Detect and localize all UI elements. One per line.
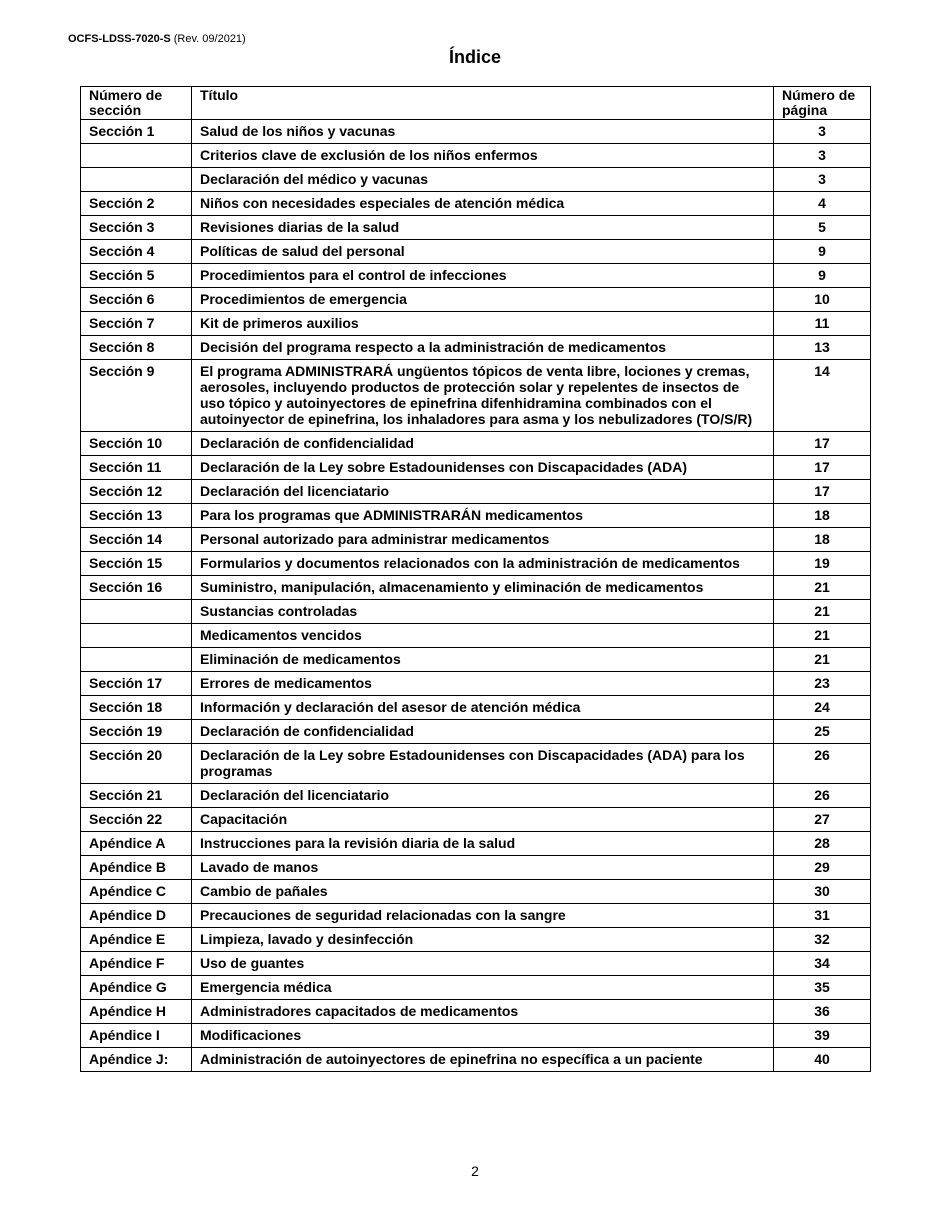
title-cell: Declaración de confidencialidad <box>192 432 774 456</box>
form-identifier <box>68 33 246 46</box>
title-cell: Medicamentos vencidos <box>192 624 774 648</box>
page-number-cell: 4 <box>774 192 871 216</box>
table-row <box>81 264 871 288</box>
title-cell: Formularios y documentos relacionados con la administración de medicamentos <box>192 552 774 576</box>
form-revision: (Rev. 09/2021) <box>173 33 246 45</box>
section-cell: Sección 5 <box>81 264 192 288</box>
page-number-cell: 17 <box>774 456 871 480</box>
section-cell: Sección 1 <box>81 120 192 144</box>
page-number-cell: 26 <box>774 784 871 808</box>
page-number-cell: 18 <box>774 528 871 552</box>
section-cell: Sección 21 <box>81 784 192 808</box>
table-row <box>81 808 871 832</box>
table-row <box>81 600 871 624</box>
title-cell: Administradores capacitados de medicamentos <box>192 1000 774 1024</box>
page-number-cell: 26 <box>774 744 871 784</box>
page-number-cell: 24 <box>774 696 871 720</box>
title-cell: Criterios clave de exclusión de los niños enfermos <box>192 144 774 168</box>
page-number-cell: 21 <box>774 576 871 600</box>
table-row <box>81 928 871 952</box>
table-row <box>81 880 871 904</box>
title-cell: Declaración del licenciatario <box>192 784 774 808</box>
table-row <box>81 168 871 192</box>
table-body <box>81 120 871 1072</box>
page-number-cell: 18 <box>774 504 871 528</box>
title-cell: Kit de primeros auxilios <box>192 312 774 336</box>
title-cell: Capacitación <box>192 808 774 832</box>
table-row <box>81 952 871 976</box>
section-cell <box>81 600 192 624</box>
page-number-cell: 3 <box>774 120 871 144</box>
section-cell: Apéndice C <box>81 880 192 904</box>
section-cell: Apéndice I <box>81 1024 192 1048</box>
page-number-cell: 11 <box>774 312 871 336</box>
page-title: Índice <box>448 47 501 67</box>
page-number-cell: 9 <box>774 264 871 288</box>
column-header-section: Número de sección <box>81 87 192 120</box>
section-cell: Sección 8 <box>81 336 192 360</box>
page-number-cell: 23 <box>774 672 871 696</box>
table-row <box>81 976 871 1000</box>
page-number-cell: 19 <box>774 552 871 576</box>
title-cell: Para los programas que ADMINISTRARÁN medicamentos <box>192 504 774 528</box>
section-cell: Apéndice A <box>81 832 192 856</box>
title-cell: Instrucciones para la revisión diaria de la salud <box>192 832 774 856</box>
title-cell: Personal autorizado para administrar medicamentos <box>192 528 774 552</box>
section-cell: Sección 3 <box>81 216 192 240</box>
page-number-cell: 29 <box>774 856 871 880</box>
section-cell: Apéndice E <box>81 928 192 952</box>
page-number-cell: 36 <box>774 1000 871 1024</box>
page-number-cell: 13 <box>774 336 871 360</box>
table-row <box>81 576 871 600</box>
title-cell: Políticas de salud del personal <box>192 240 774 264</box>
title-cell: Declaración de la Ley sobre Estadounidenses con Discapacidades (ADA) <box>192 456 774 480</box>
title-cell: El programa ADMINISTRARÁ ungüentos tópicos de venta libre, lociones y cremas, aerosoles, incluyendo productos de protección solar y repelentes de insectos de uso tópico y autoinyectores de epinefrina difenhidramina combinados con el autoinyector de epinefrina, los inhaladores para asma y los nebulizadores (TO/S/R) <box>192 360 774 432</box>
section-cell: Sección 16 <box>81 576 192 600</box>
section-cell: Apéndice D <box>81 904 192 928</box>
table-row <box>81 904 871 928</box>
section-cell: Sección 6 <box>81 288 192 312</box>
section-cell: Sección 10 <box>81 432 192 456</box>
title-cell: Administración de autoinyectores de epinefrina no específica a un paciente <box>192 1048 774 1072</box>
table-row <box>81 216 871 240</box>
title-cell: Lavado de manos <box>192 856 774 880</box>
section-cell: Sección 4 <box>81 240 192 264</box>
title-cell: Precauciones de seguridad relacionadas con la sangre <box>192 904 774 928</box>
title-cell: Procedimientos para el control de infecciones <box>192 264 774 288</box>
table-row <box>81 744 871 784</box>
page-number-cell: 21 <box>774 648 871 672</box>
page-number-cell: 3 <box>774 168 871 192</box>
title-cell: Modificaciones <box>192 1024 774 1048</box>
section-cell <box>81 624 192 648</box>
table-row <box>81 624 871 648</box>
title-cell: Decisión del programa respecto a la administración de medicamentos <box>192 336 774 360</box>
table-row <box>81 240 871 264</box>
table-row <box>81 1048 871 1072</box>
section-cell <box>81 168 192 192</box>
table-row <box>81 720 871 744</box>
title-cell: Información y declaración del asesor de atención médica <box>192 696 774 720</box>
page-number-cell: 9 <box>774 240 871 264</box>
page-number-cell: 34 <box>774 952 871 976</box>
page-number-cell: 17 <box>774 480 871 504</box>
page-number-cell: 27 <box>774 808 871 832</box>
title-cell: Eliminación de medicamentos <box>192 648 774 672</box>
table-of-contents <box>80 86 871 1072</box>
table-row <box>81 120 871 144</box>
section-cell: Apéndice F <box>81 952 192 976</box>
column-header-title: Título <box>192 87 774 120</box>
page-number-cell: 31 <box>774 904 871 928</box>
title-cell: Limpieza, lavado y desinfección <box>192 928 774 952</box>
page-number-cell: 30 <box>774 880 871 904</box>
title-cell: Suministro, manipulación, almacenamiento y eliminación de medicamentos <box>192 576 774 600</box>
title-cell: Cambio de pañales <box>192 880 774 904</box>
title-cell: Procedimientos de emergencia <box>192 288 774 312</box>
table-row <box>81 528 871 552</box>
page-number-cell: 32 <box>774 928 871 952</box>
table-row <box>81 192 871 216</box>
table-row <box>81 784 871 808</box>
page-number-cell: 10 <box>774 288 871 312</box>
section-cell: Sección 17 <box>81 672 192 696</box>
table-row <box>81 1000 871 1024</box>
page-number-cell: 25 <box>774 720 871 744</box>
title-cell: Declaración del licenciatario <box>192 480 774 504</box>
page-number-cell: 28 <box>774 832 871 856</box>
table-row <box>81 856 871 880</box>
section-cell: Apéndice H <box>81 1000 192 1024</box>
page-number-cell: 14 <box>774 360 871 432</box>
page-number-cell: 21 <box>774 600 871 624</box>
section-cell: Sección 12 <box>81 480 192 504</box>
page-number: 2 <box>471 1163 479 1179</box>
title-cell: Revisiones diarias de la salud <box>192 216 774 240</box>
title-cell: Sustancias controladas <box>192 600 774 624</box>
table-row <box>81 432 871 456</box>
title-cell: Errores de medicamentos <box>192 672 774 696</box>
table-row <box>81 648 871 672</box>
section-cell: Apéndice G <box>81 976 192 1000</box>
table-row <box>81 504 871 528</box>
title-cell: Niños con necesidades especiales de atención médica <box>192 192 774 216</box>
table-row <box>81 480 871 504</box>
section-cell: Sección 20 <box>81 744 192 784</box>
table-row <box>81 672 871 696</box>
title-cell: Declaración del médico y vacunas <box>192 168 774 192</box>
section-cell: Apéndice J: <box>81 1048 192 1072</box>
title-cell: Uso de guantes <box>192 952 774 976</box>
title-cell: Emergencia médica <box>192 976 774 1000</box>
section-cell <box>81 648 192 672</box>
section-cell: Apéndice B <box>81 856 192 880</box>
section-cell: Sección 2 <box>81 192 192 216</box>
table-header-row <box>81 87 871 120</box>
table-row <box>81 552 871 576</box>
table-row <box>81 832 871 856</box>
page-number-cell: 39 <box>774 1024 871 1048</box>
section-cell: Sección 19 <box>81 720 192 744</box>
title-cell: Declaración de la Ley sobre Estadounidenses con Discapacidades (ADA) para los programas <box>192 744 774 784</box>
page-number-cell: 40 <box>774 1048 871 1072</box>
page-number-cell: 21 <box>774 624 871 648</box>
section-cell <box>81 144 192 168</box>
page-number-cell: 3 <box>774 144 871 168</box>
section-cell: Sección 7 <box>81 312 192 336</box>
table-row <box>81 144 871 168</box>
section-cell: Sección 18 <box>81 696 192 720</box>
section-cell: Sección 13 <box>81 504 192 528</box>
table-row <box>81 1024 871 1048</box>
section-cell: Sección 14 <box>81 528 192 552</box>
section-cell: Sección 15 <box>81 552 192 576</box>
section-cell: Sección 22 <box>81 808 192 832</box>
table-row <box>81 696 871 720</box>
page-number-cell: 5 <box>774 216 871 240</box>
page-number-cell: 35 <box>774 976 871 1000</box>
section-cell: Sección 9 <box>81 360 192 432</box>
section-cell: Sección 11 <box>81 456 192 480</box>
table-row <box>81 312 871 336</box>
table-row <box>81 360 871 432</box>
table-row <box>81 456 871 480</box>
title-cell: Salud de los niños y vacunas <box>192 120 774 144</box>
form-code: OCFS-LDSS-7020-S <box>68 33 171 45</box>
table-row <box>81 336 871 360</box>
table-row <box>81 288 871 312</box>
title-cell: Declaración de confidencialidad <box>192 720 774 744</box>
column-header-page: Número de página <box>774 87 871 120</box>
page-number-cell: 17 <box>774 432 871 456</box>
